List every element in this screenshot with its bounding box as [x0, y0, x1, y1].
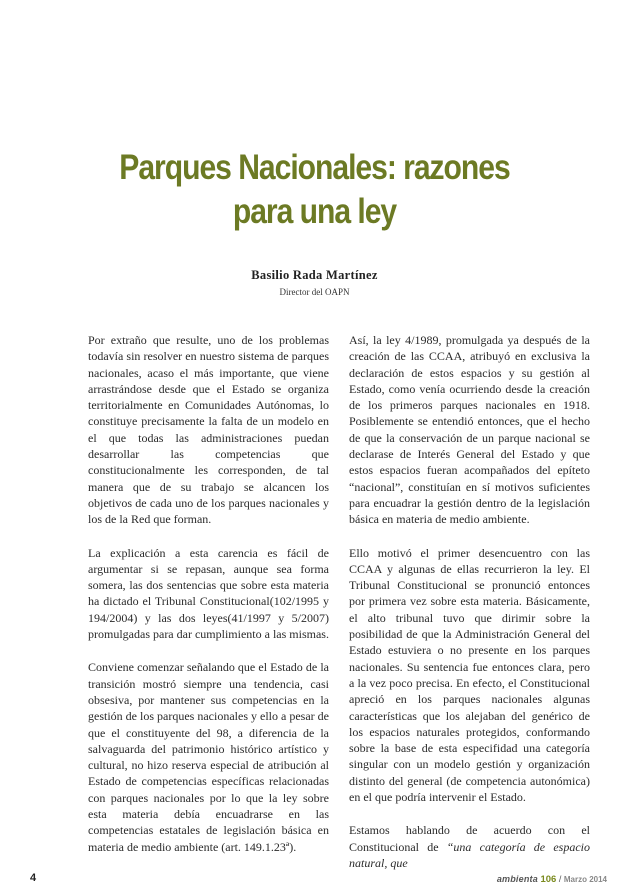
paragraph: Por extraño que resulte, uno de los problemas todavía sin resolver en nuestro sistema de parques nacionales, acaso el más importante, que viene arrastrándose desde que el Estado se organiza territorialmente en Comunidades Autónomas, lo constituye precisamente la falta de un modelo en el que todas las administraciones puedan desarrollar las competencias que constitucionalmente les corresponden, de tal manera que de su trabajo se alcancen los objetivos de cada uno de los parques nacionales y los de la Red que forman.: [88, 333, 329, 527]
body-column-left: [88, 332, 329, 855]
paragraph: [349, 822, 590, 871]
title-line-1: Parques Nacionales: razones: [119, 148, 510, 187]
paragraph: Así, la ley 4/1989, promulgada ya después de la creación de las CCAA, atribuyó en exclusiva la declaración de estos espacios y su gestión al Estado, como venía ocurriendo desde la creación de los primeros parques nacionales en 1918. Posiblemente se entendió entonces, que el hecho de que la conservación de un parque nacional se declarase de Interés General del Estado y que estos espacios fueran acompañados del epíteto “nacional”, constituían en sí motivos suficientes para encuadrar la gestión dentro de la legislación básica en materia de medio ambiente.: [349, 333, 590, 527]
footer-magazine-info: [497, 874, 607, 885]
article-title: [44, 146, 585, 234]
issue-date: Marzo 2014: [563, 875, 607, 884]
paragraph-text: Estamos hablando de acuerdo con el Constitucional de: [349, 823, 590, 854]
title-line-2: para una ley: [232, 192, 397, 231]
issue-number: 106: [540, 874, 557, 885]
author-name: Basilio Rada Martínez: [251, 268, 378, 282]
magazine-name: ambienta: [496, 874, 538, 884]
body-column-right: [349, 332, 590, 871]
paragraph: Ello motivó el primer desencuentro con las CCAA y algunas de ellas recurrieron la ley. El Tribunal Constitucional se pronunció entonces por primera vez sobre esta materia. Básicamente, el alto tribunal tuvo que dirimir sobre la posibilidad de que la Administración General del Estado estuviera o no presente en los parques nacionales. Su sentencia fue entonces clara, pero a la vez poco precisa. En efecto, el Constitucional apreció en los parques nacionales algunas características que los alejaban del genérico de los espacios naturales protegidos, conformando sobre la base de esta especifidad una categoría singular con un modelo gestión y organización distinto del general (de competencia autonómica) en el que podría intervenir el Estado.: [349, 545, 590, 805]
quote-text: “una categoría de espacio natural, que: [349, 839, 590, 870]
footer-separator: /: [558, 874, 562, 884]
paragraph: La explicación a esta carencia es fácil de argumentar si se repasan, aunque sea forma somera, las dos sentencias que sobre esta materia ha dictado el Tribunal Constitucional(102/1995 y 194/2004) y las dos leyes(41/1997 y 5/2007) promulgadas para dar cumplimiento a las mismas.: [88, 545, 329, 642]
author-role: Director del OAPN: [279, 287, 350, 297]
paragraph: Conviene comenzar señalando que el Estado de la transición mostró siempre una tendencia, casi obsesiva, por mantener sus competencias en la gestión de los parques nacionales y ello a pesar de que el constituyente del 98, a diferencia de la salvaguarda del patrimonio histórico artístico y cultural, no hizo reserva especial de atribución al Estado de competencias específicas relacionadas con parques nacionales por lo que la ley sobre esta materia debía encuadrarse en las competencias estatales de legislación básica en materia de medio ambiente (art. 149.1.23ª).: [88, 660, 329, 854]
page-number: 4: [30, 872, 37, 884]
